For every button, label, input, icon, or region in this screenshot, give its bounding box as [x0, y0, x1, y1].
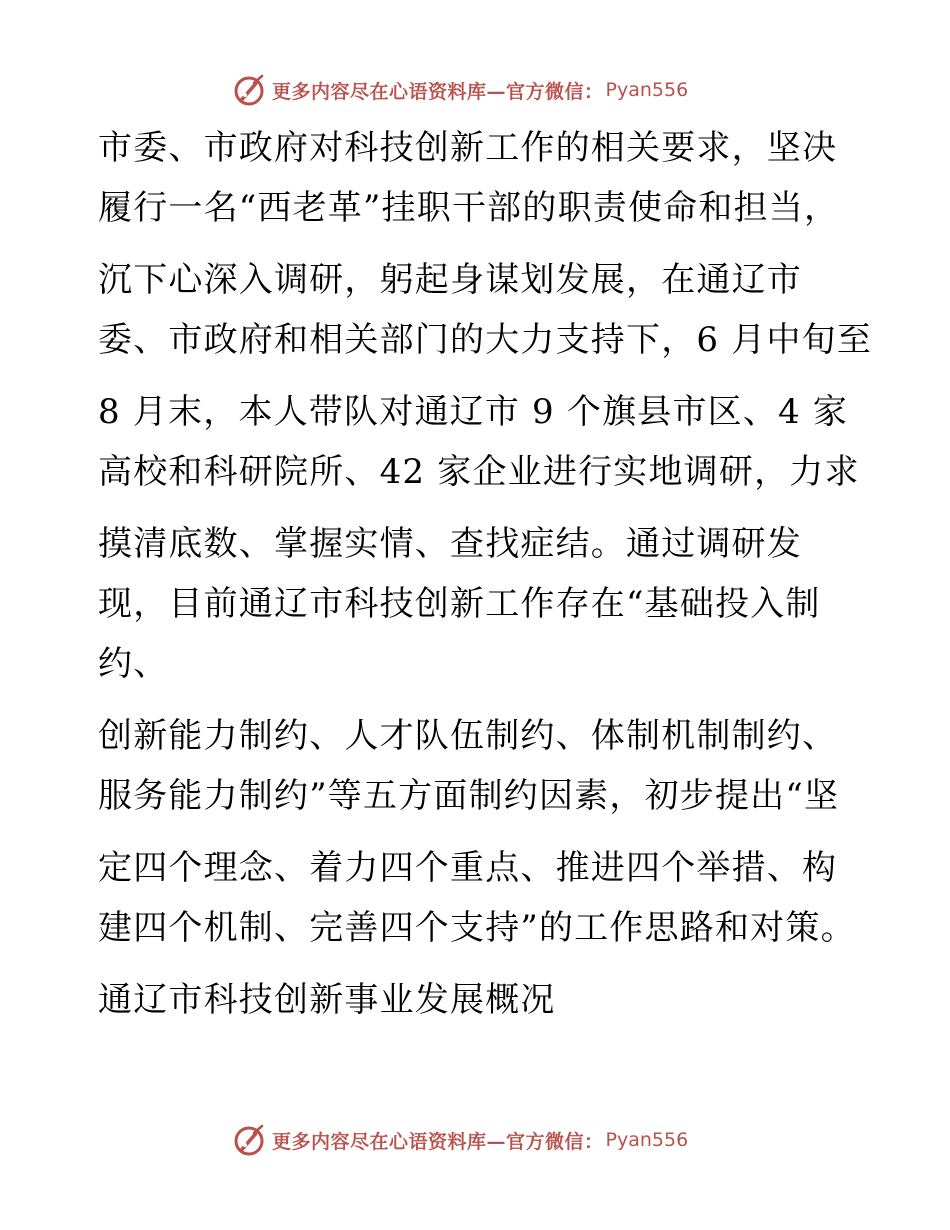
- text-line: 现，目前通辽市科技创新工作存在“基础投入制: [98, 584, 821, 624]
- text-line: 定四个理念、着力四个重点、推进四个举措、构: [98, 848, 838, 888]
- footer-banner: [232, 1122, 688, 1158]
- text-line: 摸清底数、掌握实情、查找症结。通过调研发: [98, 524, 802, 564]
- text-line: 沉下心深入调研，躬起身谋划发展，在通辽市: [98, 260, 802, 300]
- text-line: 委、市政府和相关部门的大力支持下，6 月中旬至: [98, 320, 873, 360]
- text-line: 市委、市政府对科技创新工作的相关要求，坚决: [98, 128, 838, 168]
- section-heading: 通辽市科技创新事业发展概况: [98, 980, 556, 1020]
- wechat-id: Pyan556: [605, 1129, 689, 1151]
- text-line: 约、: [98, 644, 169, 684]
- wechat-id: Pyan556: [605, 79, 689, 101]
- text-line: 履行一名“西老革”挂职干部的职责使命和担当，: [98, 188, 840, 228]
- banner-text: 更多内容尽在心语资料库—官方微信：: [272, 80, 604, 103]
- text-line: 高校和科研院所、42 家企业进行实地调研，力求: [98, 452, 860, 492]
- text-line: 建四个机制、完善四个支持”的工作思路和对策。: [98, 908, 856, 948]
- banner-text: 更多内容尽在心语资料库—官方微信：: [272, 1130, 604, 1153]
- text-line: 8 月末，本人带队对通辽市 9 个旗县市区、4 家: [98, 392, 849, 432]
- text-line: 创新能力制约、人才队伍制约、体制机制制约、: [98, 716, 838, 756]
- brush-pen-logo-icon: [232, 1122, 268, 1158]
- text-line: 服务能力制约”等五方面制约因素，初步提出“坚: [98, 776, 840, 816]
